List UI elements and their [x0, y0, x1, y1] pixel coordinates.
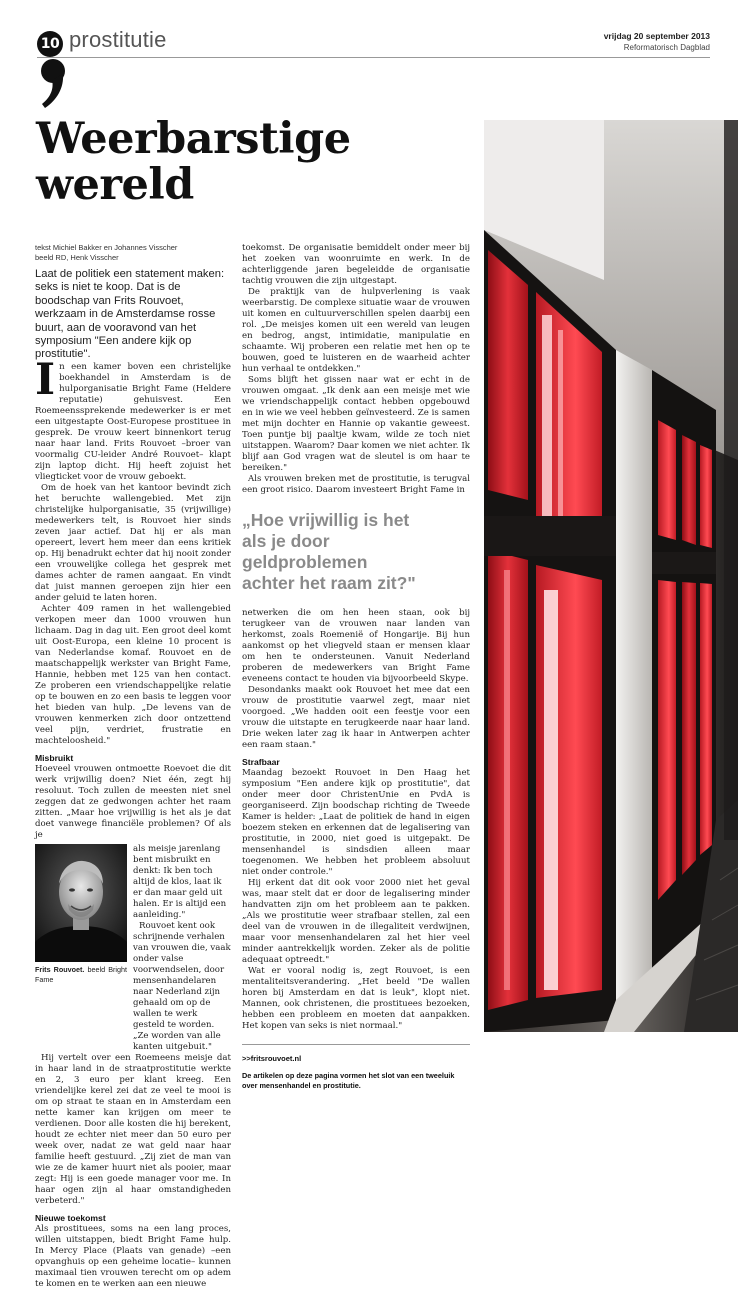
article-credits — [35, 243, 231, 263]
pull-quote: „Hoe vrijwillig is het als je door geldproblemen achter het raam zit?" — [242, 510, 416, 593]
paragraph: toekomst. De organisatie bemiddelt onder meer bij het zoeken van woonruimte en werk. In de achterliggende jaren begeleidde de organisatie tachtig vrouwen die zijn uitgestapt. — [242, 243, 470, 286]
comma-icon — [37, 58, 67, 110]
header-date: vrijdag 20 september 2013 — [603, 31, 710, 41]
paragraph: De praktijk van de hulpverlening is vaak weerbarstig. De complexe situatie waar de vrouwen uit komen en cultuurverschillen spelen daarbij een rol. „De meisjes komen uit een wereld van leugen en bedrog, angst, intimidatie, manipulatie en schaamte. Wij proberen een relatie met hen op te bouwen, goed te luisteren en de waarheid achter hun verhaal te ontdekken." — [242, 287, 470, 374]
column-2 — [242, 243, 470, 1091]
paragraph: Hij vertelt over een Roemeens meisje dat in haar land in de straatprostitutie werkte en 2, 3 euro per klant kreeg. Een vriendelijke kerel zei dat ze veel te mooi is om op straat te staan en in Amsterdam een nette kamer kan krijgen om meer te verdienen. Door alle kosten die hij berekent, houdt ze echter niet meer dan 50 euro per week over, nadat ze wat geld naar haar familie heeft gestuurd. „Zij ziet de man van wie ze de kamer huurt niet als pooier, maar zegt: Hij is een goede manager voor me. In haar ogen zijn al haar omstandigheden verbeterd." — [35, 1053, 231, 1206]
paragraph: Hoeveel vrouwen ontmoette Roevoet die dit werk vrijwillig doen? Niet één, zegt hij resoluut. Toch zullen de meesten niet snel zeggen dat ze gedwongen achter het raam zitten. „Maar hoe vrijwillig is het als je dat doet vanwege financiële problemen? Of als je — [35, 764, 231, 840]
credits-text: tekst Michiel Bakker en Johannes Visscher — [35, 243, 178, 252]
paragraph: n een kamer boven een christelijke boekhandel in Amsterdam is de hulporganisatie Bright Fame (Heldere reputatie) gehuisvest. Een Roemeenssprekende medewerker is er met een uitgestapte Oost-Europese prostituee in gesprek. De vrouw keert binnenkort terug naar haar land. Frits Rouvoet –broer van voormalig CU-leider André Rouvoet– klapt zijn laptop dicht. Hij heeft zojuist het vliegticket voor de vrouw geboekt. — [35, 362, 231, 482]
caption-credit: beeld Bright Fame — [35, 965, 128, 984]
paragraph: als meisje jarenlang bent misbruikt en denkt: Ik ben toch altijd de klos, laat ik er dan maar geld uit halen. Er is altijd een aanleiding." — [133, 844, 227, 920]
caption-name: Frits Rouvoet. — [35, 965, 85, 974]
footer-rule — [242, 1044, 470, 1045]
paragraph: Hij erkent dat dit ook voor 2000 niet het geval was, maar stelt dat er door de legalisering minder handvatten zijn om het probleem aan te pakken. „Als we prostitutie weer strafbaar stellen, zal een deel van de vrouwen in de illegaliteit verdwijnen, maar voor mensenhandelaren zal het hier veel minder aantrekkelijk worden. Zeker als de politie adequaat optreedt." — [242, 878, 470, 965]
article-footnote: De artikelen op deze pagina vormen het slot van een tweeluik over mensenhandel en prostitutie. — [242, 1071, 455, 1090]
photo-caption — [35, 965, 127, 984]
subhead-nieuwe-toekomst: Nieuwe toekomst — [35, 1213, 106, 1223]
portrait-block — [35, 844, 231, 1053]
portrait-photo — [35, 844, 127, 962]
subhead-strafbaar: Strafbaar — [242, 757, 280, 767]
paragraph: netwerken die om hen heen staan, ook bij terugkeer van de vrouwen naar landen van herkomst, zoals Roemenië of Hongarije. Bij hun aankomst op het vliegveld staan er mensen klaar om hen te ondersteunen. Vanuit Nederland proberen de medewerkers van Bright Fame eveneens contact te houden via bijvoorbeeld Skype. — [242, 608, 470, 684]
section-name: prostitutie — [69, 27, 167, 52]
paragraph: Als vrouwen breken met de prostitutie, is terugval een groot risico. Daarom investeert Bright Fame in — [242, 474, 470, 495]
credits-photo: beeld RD, Henk Visscher — [35, 253, 119, 262]
page-number: 10 — [37, 31, 63, 57]
paragraph: Soms blijft het gissen naar wat er echt in de vrouwen omgaat. „Ik denk aan een meisje met wie we vriendschappelijk contact hebben opgebouwd en in wie we veel hebben geïnvesteerd. Ze is samen met mijn dochter en Hannie op vakantie geweest. Toen puntje bij paaltje kwam, wilde ze toch niet uitstappen. Waarom? Daar komen we niet achter. Ik blijf aan God vragen wat de sleutel is om haar te bereiken." — [242, 375, 470, 473]
column-1 — [35, 355, 231, 1290]
portrait-figure — [35, 844, 127, 1053]
paragraph: Om de hoek van het kantoor bevindt zich het beruchte wallengebied. Met zijn christelijke hulporganisatie, 35 (vrijwillige) medewerkers telt, is Rouvoet hier sinds zeven jaar actief. Dat hij er als man opereert, levert hem meer dan eens kritiek op. Hij benadrukt echter dat hij nooit zonder een vrouwelijke collega het gesprek met dames achter de ramen aangaat. En vindt dat juist mannen geroepen zijn hier een ander geluid te laten horen. — [35, 483, 231, 603]
header-paper: Reformatorisch Dagblad — [623, 43, 710, 52]
paragraph: Maandag bezoekt Rouvoet in Den Haag het symposium "Een andere kijk op prostitutie", dat onder meer door ChristenUnie en PvdA is georganiseerd. Zijn boodschap richting de Tweede Kamer is helder: „Laat de politiek de hand in eigen boezem steken en erkennen dat de legalisering van prostitutie, in 2000, niet goed is uitgepakt. De mensenhandel is sindsdien alleen maar toegenomen. We hebben het probleem absoluut niet onder controle." — [242, 768, 470, 877]
article-intro: Laat de politiek een statement maken: seks is niet te koop. Dat is de boodschap van Frits Rouvoet, werkzaam in de Amsterdamse rosse buurt, aan de vooravond van het symposium "Een andere kijk op prostitutie". — [35, 268, 225, 361]
portrait-side-text — [133, 844, 231, 1053]
drop-cap: I — [35, 355, 56, 405]
opening-paragraph — [35, 355, 231, 483]
header-rule — [37, 57, 710, 58]
paragraph: Wat er vooral nodig is, zegt Rouvoet, is een mentaliteitsverandering. „Het beeld "De wallen horen bij Amsterdam en dat is leuk", klopt niet. Mannen, ook christenen, die prostituees bezoeken, hebben een probleem en moeten dat aanpakken. Het kopen van seks is niet normaal." — [242, 966, 470, 1031]
main-photo — [484, 120, 738, 1032]
paragraph: Rouvoet kent ook schrijnende verhalen van vrouwen die, vaak onder valse voorwendselen, door mensenhandelaren naar Nederland zijn gehaald om op de wallen te werk gesteld te worden. „Ze worden van alle kanten uitgebuit." — [133, 921, 231, 1052]
article-headline: Weerbarstige wereld — [36, 114, 351, 210]
paragraph: Achter 409 ramen in het wallengebied verkopen meer dan 1000 vrouwen hun lichaam. Dag in dag uit. Een groot deel komt uit Oost-Europa, een kleine 10 procent is van Nederlandse komaf. Rouvoet en de maatschappelijk werkster van Bright Fame, Hannie, hebben met 125 van hen contact. Ze proberen een vriendschappelijke relatie op te bouwen en zo een basis te leggen voor het bieden van hulp. „De levens van de vrouwen kenmerken zich door ontzettend veel pijn, verdriet, frustratie en machteloosheid." — [35, 604, 231, 746]
subhead-misbruikt: Misbruikt — [35, 753, 74, 763]
website-link[interactable]: >>fritsrouvoet.nl — [242, 1054, 302, 1063]
paragraph: Desondanks maakt ook Rouvoet het mee dat een vrouw de prostitutie vaarwel zegt, maar niet voorgoed. „We hadden ooit een feestje voor een vrouw die uitstapte en terugkeerde naar haar land. Drie weken later zag ik haar in Antwerpen achter een raam staan." — [242, 685, 470, 750]
paragraph: Als prostituees, soms na een lang proces, willen uitstappen, biedt Bright Fame hulp. In Mercy Place (Plaats van genade) –een opvanghuis op een geheime locatie– kunnen maximaal tien vrouwen terecht om op adem te komen en te werken aan een nieuwe — [35, 1224, 231, 1289]
